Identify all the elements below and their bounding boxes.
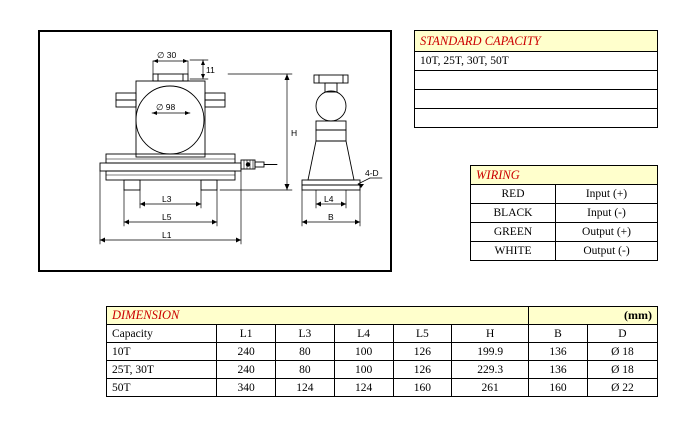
dimension-label-L5: L5: [162, 212, 172, 222]
cell-capacity: 50T: [107, 379, 217, 397]
table-row: [471, 242, 658, 261]
dimension-label-dia98: ∅ 98: [156, 102, 176, 112]
standard-capacity-blank-3: [415, 109, 658, 128]
cell-h: 229.3: [452, 361, 529, 379]
cell-d: Ø 22: [587, 379, 657, 397]
cell-l1: 340: [217, 379, 276, 397]
cell-b: 136: [529, 343, 588, 361]
cell-l4: 124: [334, 379, 393, 397]
standard-capacity-blank-2: [415, 90, 658, 109]
column-header-l5: L5: [393, 325, 452, 343]
table-row: [107, 379, 658, 397]
cell-l1: 240: [217, 343, 276, 361]
table-row: [107, 343, 658, 361]
table-row: [415, 71, 658, 90]
standard-capacity-blank-1: [415, 71, 658, 90]
wiring-header: WIRING: [471, 166, 658, 185]
dimension-label-4D: 4-D: [365, 168, 379, 178]
cell-l5: 160: [393, 379, 452, 397]
cell-l4: 100: [334, 361, 393, 379]
cell-h: 199.9: [452, 343, 529, 361]
dimension-table: [106, 306, 658, 397]
wire-color: WHITE: [471, 242, 556, 261]
table-row: [107, 361, 658, 379]
cell-h: 261: [452, 379, 529, 397]
dimension-header: DIMENSION: [107, 307, 529, 325]
dimension-label-dia30: ∅ 30: [157, 50, 177, 60]
standard-capacity-header: STANDARD CAPACITY: [415, 31, 658, 52]
wire-color: GREEN: [471, 223, 556, 242]
dimension-unit: (mm): [529, 307, 658, 325]
table-row: [471, 223, 658, 242]
wire-color: RED: [471, 185, 556, 204]
standard-capacity-value: 10T, 25T, 30T, 50T: [415, 52, 658, 71]
dimension-label-L3: L3: [162, 194, 172, 204]
dimension-label-11: 11: [206, 65, 215, 75]
table-row: [107, 307, 658, 325]
wiring-table: [470, 165, 658, 261]
load-cell-drawing-panel: [38, 30, 392, 272]
column-header-h: H: [452, 325, 529, 343]
table-row: [415, 109, 658, 128]
column-header-capacity: Capacity: [107, 325, 217, 343]
table-row: [471, 185, 658, 204]
standard-capacity-table: [414, 30, 658, 128]
table-row: [471, 166, 658, 185]
cell-capacity: 10T: [107, 343, 217, 361]
cell-l3: 80: [275, 343, 334, 361]
table-header-row: [107, 325, 658, 343]
cell-l5: 126: [393, 361, 452, 379]
cell-capacity: 25T, 30T: [107, 361, 217, 379]
wire-signal: Input (-): [556, 204, 658, 223]
cell-l3: 124: [275, 379, 334, 397]
wire-color: BLACK: [471, 204, 556, 223]
table-row: [471, 204, 658, 223]
cell-l5: 126: [393, 343, 452, 361]
cell-b: 160: [529, 379, 588, 397]
column-header-l4: L4: [334, 325, 393, 343]
dimension-label-H: H: [291, 128, 298, 138]
table-row: [415, 52, 658, 71]
load-cell-technical-drawing: [40, 32, 386, 266]
wire-signal: Output (+): [556, 223, 658, 242]
wire-signal: Input (+): [556, 185, 658, 204]
table-row: [415, 90, 658, 109]
wire-signal: Output (-): [556, 242, 658, 261]
column-header-b: B: [529, 325, 588, 343]
cell-b: 136: [529, 361, 588, 379]
dimension-label-L1: L1: [162, 230, 172, 240]
column-header-l3: L3: [275, 325, 334, 343]
cell-l1: 240: [217, 361, 276, 379]
column-header-d: D: [587, 325, 657, 343]
dimension-label-B: B: [328, 212, 334, 222]
dimension-label-L4: L4: [324, 194, 334, 204]
cell-l3: 80: [275, 361, 334, 379]
cell-d: Ø 18: [587, 361, 657, 379]
cell-l4: 100: [334, 343, 393, 361]
table-row: [415, 31, 658, 52]
column-header-l1: L1: [217, 325, 276, 343]
cell-d: Ø 18: [587, 343, 657, 361]
